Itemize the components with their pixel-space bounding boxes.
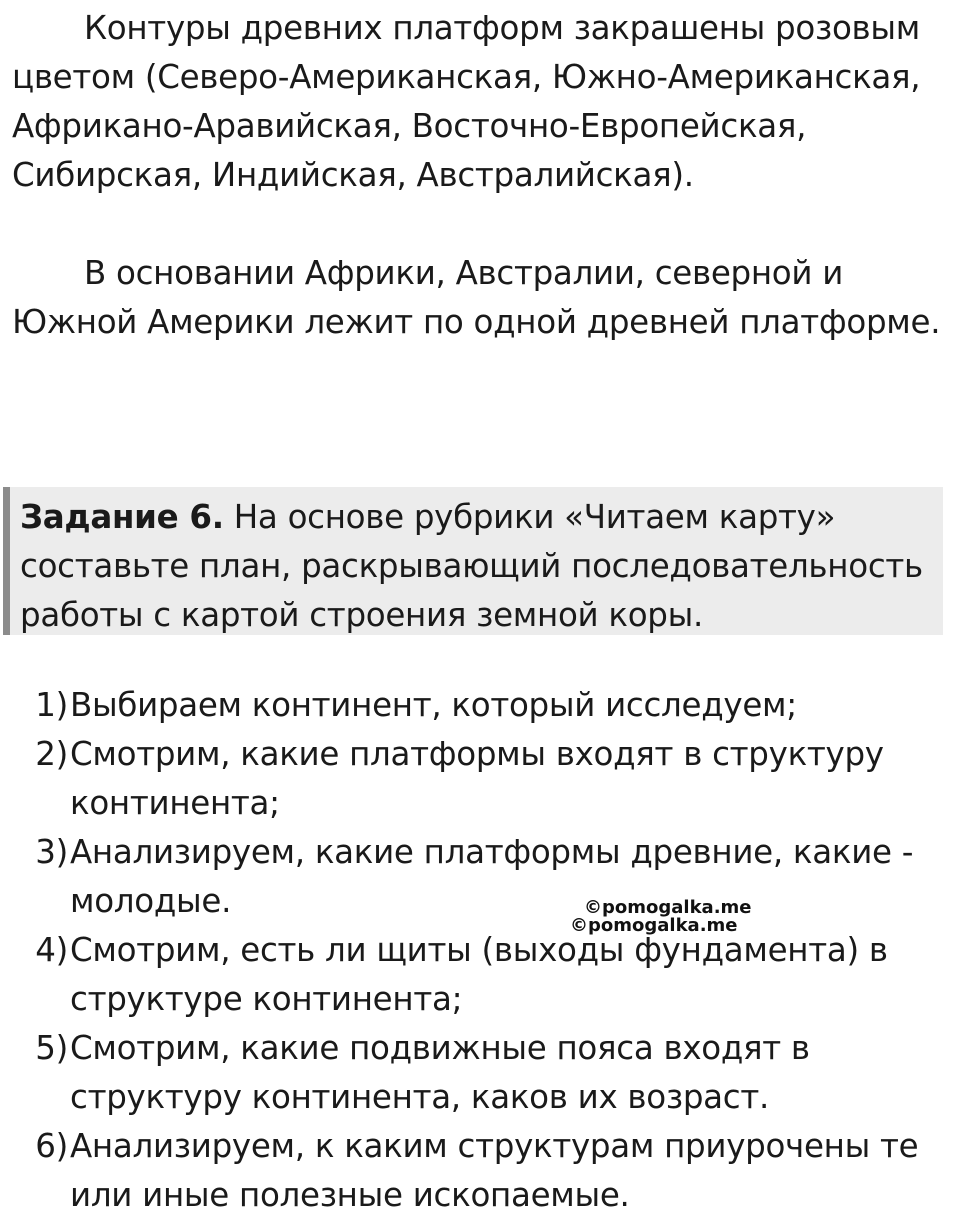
paragraph-text: В основании Африки, Австралии, северной и Южной Америки лежит по одной древней платформе. bbox=[12, 254, 941, 341]
step-text: Анализируем, какие платформы древние, какие - молодые. bbox=[70, 833, 914, 920]
task-box bbox=[3, 487, 943, 635]
step-text: Выбираем континент, который исследуем; bbox=[70, 686, 797, 724]
step-text: Смотрим, какие подвижные пояса входят в структуру континента, каков их возраст. bbox=[70, 1029, 810, 1116]
step-number: 6) bbox=[35, 1127, 68, 1165]
step-text: Смотрим, есть ли щиты (выходы фундамента) в структуре континента; bbox=[70, 931, 888, 1018]
step-text: Анализируем, к каким структурам приурочены те или иные полезные ископаемые. bbox=[70, 1127, 919, 1214]
step-number: 1) bbox=[35, 686, 68, 724]
list-item bbox=[0, 926, 960, 1024]
list-item bbox=[0, 730, 960, 828]
paragraph-ancient-platforms bbox=[12, 4, 942, 200]
step-text: Смотрим, какие платформы входят в структуру континента; bbox=[70, 735, 884, 822]
steps-list bbox=[0, 681, 960, 1220]
watermark: ©pomogalka.me bbox=[584, 897, 752, 918]
list-item bbox=[0, 1024, 960, 1122]
task-text: На основе рубрики «Читаем карту» составьте план, раскрывающий последовательность работы с картой строения земной коры. bbox=[20, 498, 923, 634]
list-item bbox=[0, 681, 960, 730]
step-number: 2) bbox=[35, 735, 68, 773]
step-number: 4) bbox=[35, 931, 68, 969]
list-item bbox=[0, 828, 960, 926]
watermark: ©pomogalka.me bbox=[570, 915, 738, 936]
task-label: Задание 6. bbox=[20, 498, 224, 536]
list-item bbox=[0, 1122, 960, 1220]
paragraph-continent-foundations bbox=[12, 249, 942, 347]
step-number: 5) bbox=[35, 1029, 68, 1067]
paragraph-text: Контуры древних платформ закрашены розовым цветом (Северо-Американская, Южно-Американская, Африкано-Аравийская, Восточно-Европейская, Сибирская, Индийская, Австралийская). bbox=[12, 9, 921, 194]
step-number: 3) bbox=[35, 833, 68, 871]
